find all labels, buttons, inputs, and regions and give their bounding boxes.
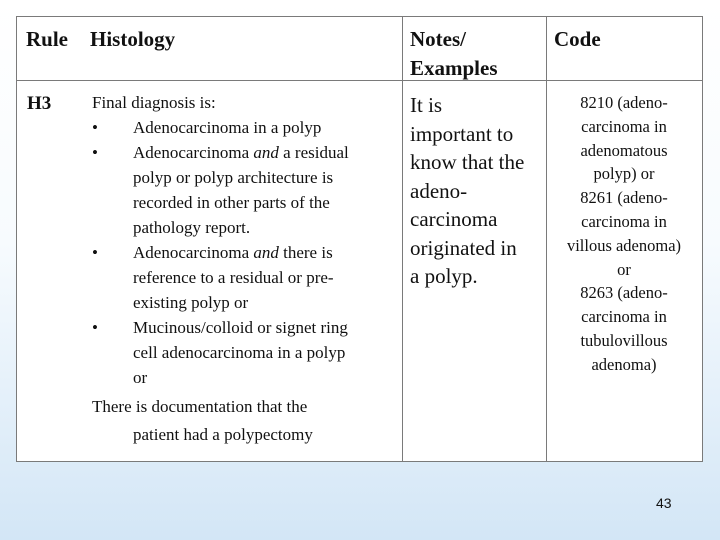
bullet-line: pathology report.: [133, 218, 251, 237]
code-line: 8263 (adeno-: [580, 283, 668, 303]
notes-line: adeno-: [410, 178, 468, 203]
bullet-line: cell adenocarcinoma in a polyp: [133, 343, 346, 362]
column-divider: [402, 17, 403, 461]
code-line: villous adenoma): [566, 235, 682, 255]
bullet-line: recorded in other parts of the: [133, 193, 330, 212]
header-notes: [410, 25, 498, 83]
code-line: 8210 (adeno-: [580, 93, 668, 112]
notes-line: a polyp.: [410, 264, 478, 288]
code-cell: [547, 91, 701, 377]
bullet-line: Mucinous/colloid or signet ring: [133, 318, 348, 337]
rule-id: H3: [27, 93, 52, 114]
histology-closing-line: patient had a polypectomy: [133, 425, 313, 444]
notes-line: important to: [410, 121, 514, 146]
bullet-glyph: •: [92, 118, 98, 137]
header-rule: Rule: [26, 27, 68, 51]
notes-line: carcinoma: [410, 207, 498, 231]
notes-line: originated in: [410, 235, 517, 260]
bullet-line: reference to a residual or pre-: [133, 268, 334, 287]
histology-cell: [92, 90, 402, 447]
header-notes-line2: Examples: [410, 56, 498, 80]
header-notes-line1: Notes/: [410, 27, 466, 51]
code-line: carcinoma in: [581, 116, 667, 136]
histology-bullet-item: [92, 315, 402, 390]
code-line: tubulovillous: [580, 330, 668, 350]
code-line: carcinoma in: [581, 307, 667, 327]
histology-intro: Final diagnosis is:: [92, 93, 216, 112]
page-number: 43: [656, 495, 672, 511]
bullet-line: Adenocarcinoma in a polyp: [133, 118, 322, 137]
header-histology: Histology: [90, 27, 176, 51]
rules-table: [16, 16, 703, 462]
notes-line: It is: [410, 93, 443, 117]
histology-bullet-item: [92, 115, 402, 140]
code-line: polyp) or: [593, 164, 655, 184]
code-line: adenoma): [591, 354, 657, 374]
bullet-glyph: •: [92, 143, 98, 162]
code-line: 8261 (adeno-: [580, 188, 668, 208]
notes-line: know that the: [410, 150, 525, 174]
bullet-line: polyp or polyp architecture is: [133, 168, 334, 187]
bullet-glyph: •: [92, 318, 98, 337]
histology-closing-line: There is documentation that the: [92, 397, 308, 416]
header-code: Code: [554, 27, 601, 51]
bullet-glyph: •: [92, 243, 98, 262]
bullet-line: existing polyp or: [133, 293, 249, 312]
code-line: adenomatous: [580, 140, 668, 160]
code-line: carcinoma in: [581, 211, 667, 231]
bullet-line: Adenocarcinoma and there is: [133, 243, 333, 262]
bullet-line: Adenocarcinoma and a residual: [133, 143, 349, 162]
histology-bullet-item: [92, 140, 402, 240]
header-divider: [17, 80, 702, 81]
code-line: or: [617, 259, 631, 279]
bullet-line: or: [133, 368, 148, 387]
histology-bullet-item: [92, 240, 402, 315]
notes-cell: [410, 91, 544, 291]
